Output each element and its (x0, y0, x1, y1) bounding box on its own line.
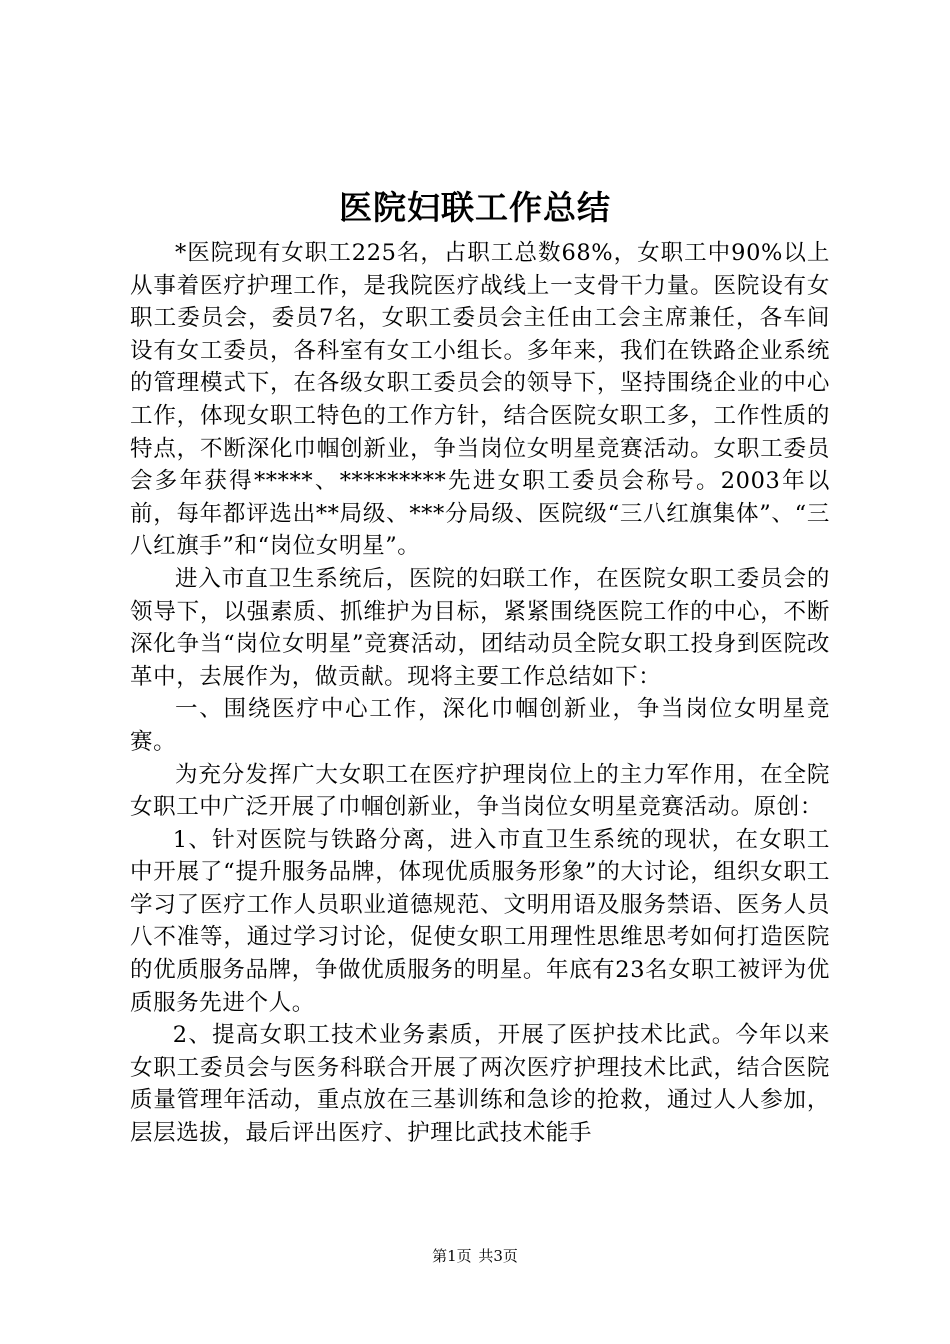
document-title: 医院妇联工作总结 (339, 188, 611, 227)
document-body (130, 237, 830, 1150)
paragraph-intro: *医院现有女职工225名，占职工总数68%，女职工中90%以上从事着医疗护理工作，是我院医疗战线上一支骨干力量。医院设有女职工委员会，委员7名，女职工委员会主任由工会主席兼任，各车间设有女工委员，各科室有女工小组长。多年来，我们在铁路企业系统的管理模式下，在各级女职工委员会的领导下，坚持围绕企业的中心工作，体现女职工特色的工作方针，结合医院女职工多，工作性质的特点，不断深化巾帼创新业，争当岗位女明星竞赛活动。女职工委员会多年获得*****、*********先进女职工委员会称号。2003年以前，每年都评选出**局级、***分局级、医院级“三八红旗集体”、“三八红旗手”和“岗位女明星”。 (130, 240, 830, 560)
paragraph-item-1: 1、针对医院与铁路分离，进入市直卫生系统的现状，在女职工中开展了“提升服务品牌，体现优质服务形象”的大讨论，组织女职工学习了医疗工作人员职业道德规范、文明用语及服务禁语、医务人员八不准等，通过学习讨论，促使女职工用理性思维思考如何打造医院的优质服务品牌，争做优质服务的明星。年底有23名女职工被评为优质服务先进个人。 (130, 826, 830, 1016)
paragraph-item-2: 2、提高女职工技术业务素质，开展了医护技术比武。今年以来女职工委员会与医务科联合开展了两次医疗护理技术比武，结合医院质量管理年活动，重点放在三基训练和急诊的抢救，通过人人参加，层层选拔，最后评出医疗、护理比武技术能手 (130, 1022, 830, 1147)
paragraph-overview: 进入市直卫生系统后，医院的妇联工作，在医院女职工委员会的领导下，以强素质、抓维护为目标，紧紧围绕医院工作的中心，不断深化争当“岗位女明星”竞赛活动，团结动员全院女职工投身到医院改革中，去展作为，做贡献。现将主要工作总结如下： (130, 565, 830, 690)
page-footer: 第1页 共3页 (432, 1247, 518, 1265)
section-heading-1: 一、围绕医疗中心工作，深化巾帼创新业，争当岗位女明星竞赛。 (130, 696, 830, 755)
paragraph-section-1: 为充分发挥广大女职工在医疗护理岗位上的主力军作用，在全院女职工中广泛开展了巾帼创新业，争当岗位女明星竞赛活动。原创： (130, 761, 830, 821)
